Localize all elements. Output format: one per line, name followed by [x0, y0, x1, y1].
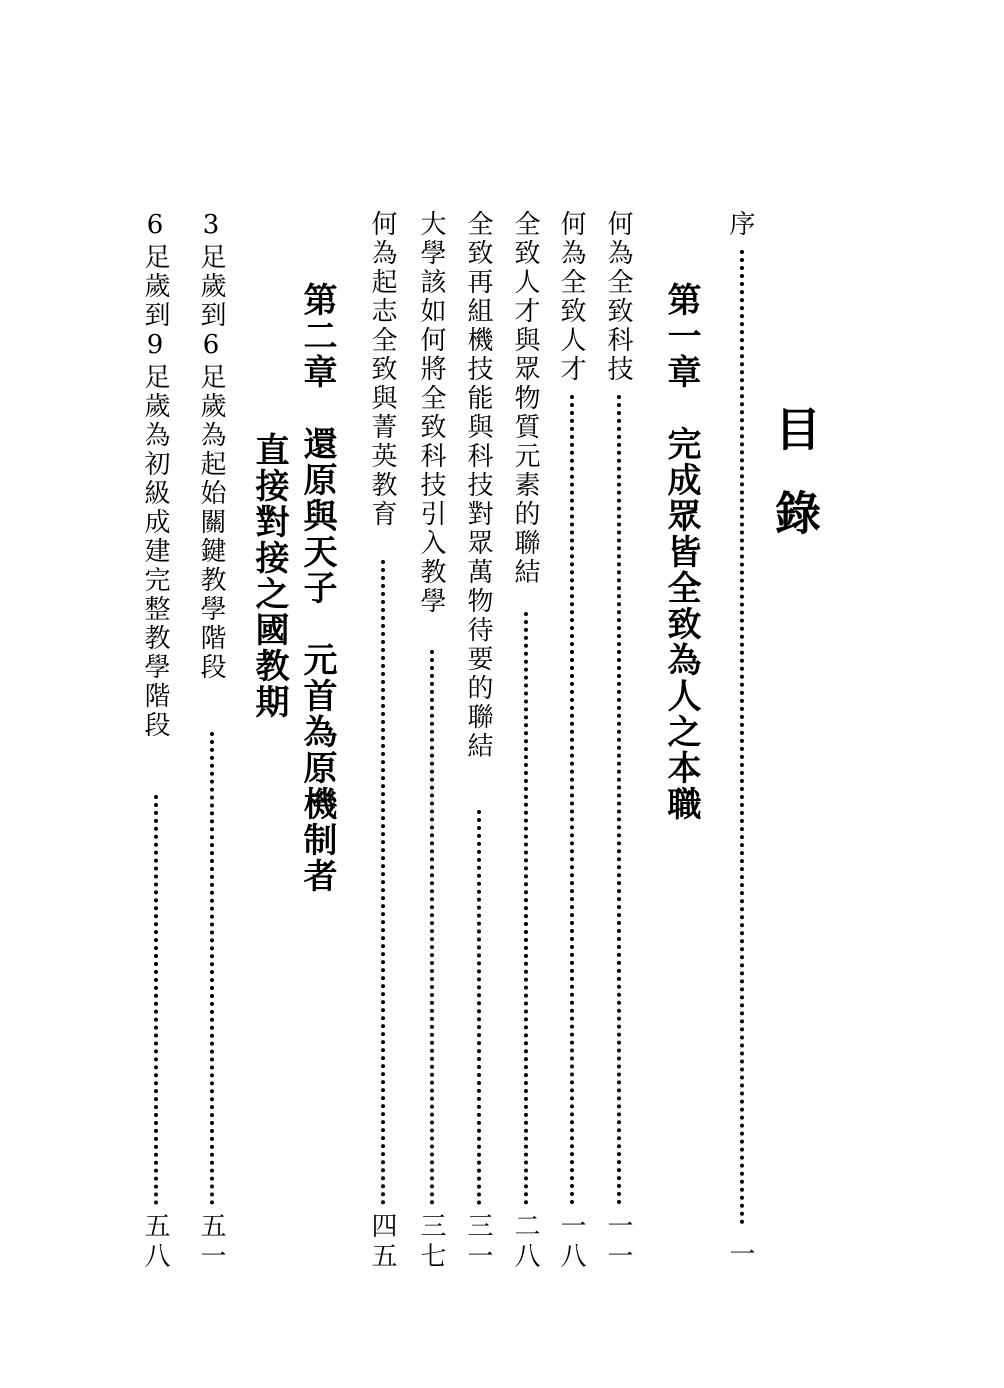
toc-entry-label[interactable]: 何為全致科技	[603, 210, 633, 384]
chapter-2-title-line1: 還原與天子 元首為原機制者	[297, 426, 337, 894]
toc-entry-label[interactable]: 大學該如何將全致科技引入教學	[416, 210, 446, 616]
toc-entry-preface-page: 一	[725, 1240, 755, 1270]
chapter-2-label: 第二章	[297, 282, 337, 390]
dot-leader	[430, 650, 434, 1205]
toc-entry-label[interactable]: 6足歲到9足歲為初級成建完整教學階段	[140, 210, 170, 740]
dot-leader	[477, 810, 481, 1205]
chapter-2-title-line2: 直接對接之國教期	[249, 432, 289, 720]
dot-leader	[210, 732, 214, 1205]
toc-entry-page: 四五	[367, 1212, 397, 1272]
toc-entry-page: 一一	[603, 1212, 633, 1272]
toc-entry-page: 二八	[510, 1212, 540, 1272]
chapter-1-heading	[661, 282, 701, 822]
chapter-1-title: 完成眾皆全致為人之本職	[661, 426, 701, 822]
toc-entry-label[interactable]: 何為全致人才	[556, 210, 586, 384]
dot-leader	[570, 395, 574, 1205]
toc-entry-page: 五八	[140, 1212, 170, 1272]
toc-entry-page: 五一	[196, 1212, 226, 1272]
toc-entry-label[interactable]: 3足歲到6足歲為起始關鍵教學階段	[196, 210, 226, 682]
toc-entry-page: 三七	[416, 1212, 446, 1272]
chapter-2-heading	[297, 282, 337, 894]
toc-entry-label[interactable]: 全致人才與眾物質元素的聯結	[510, 210, 540, 587]
dot-leader	[617, 395, 621, 1205]
dot-leader	[524, 612, 528, 1205]
toc-entry-label[interactable]: 何為起志全致與菁英教育	[367, 210, 397, 529]
dot-leader	[154, 795, 158, 1205]
toc-entry-label[interactable]: 全致再組機技能與科技對眾萬物待要的聯結	[463, 210, 493, 761]
chapter-1-label: 第一章	[661, 282, 701, 390]
toc-entry-preface-label[interactable]: 序	[725, 210, 755, 239]
dot-leader	[740, 250, 744, 1225]
toc-entry-page: 一八	[556, 1212, 586, 1272]
page-title: 目錄	[768, 405, 822, 573]
dot-leader	[381, 560, 385, 1205]
toc-entry-page: 三一	[463, 1212, 493, 1272]
